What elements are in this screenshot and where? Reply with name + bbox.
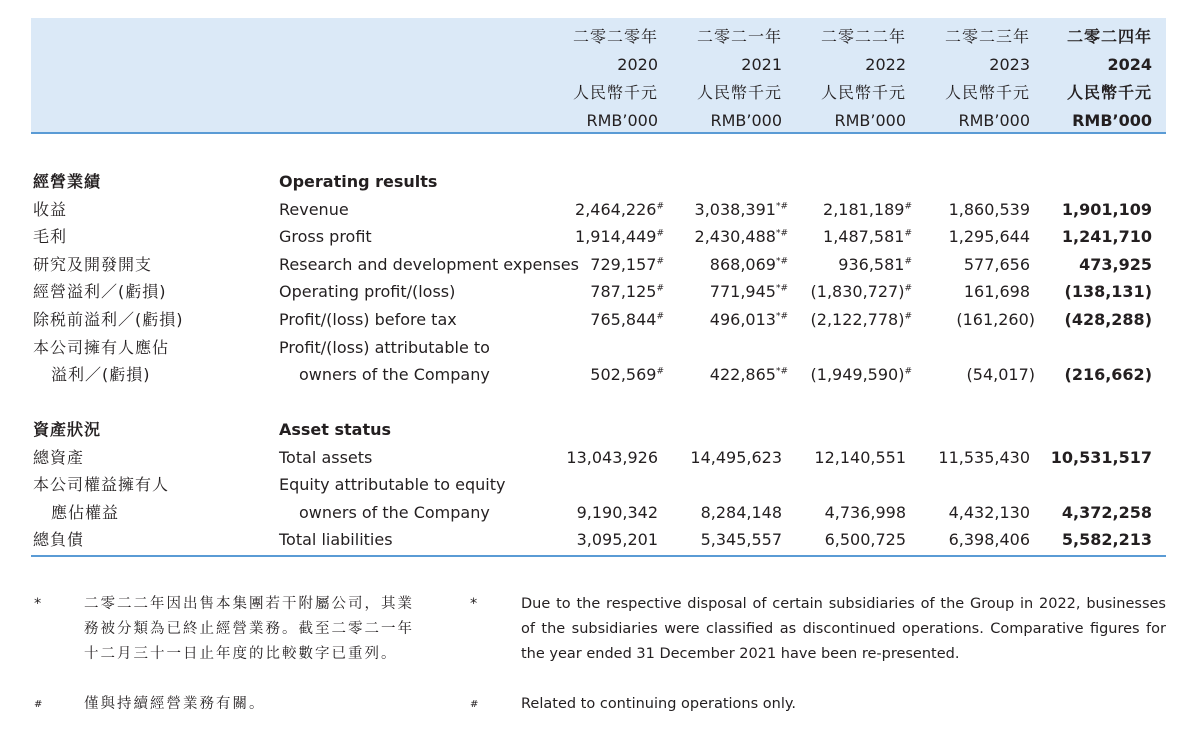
section-heading-zh: 資產狀況 <box>33 420 102 439</box>
value-text: 8,284,148 <box>700 502 782 522</box>
value-cell <box>772 365 912 385</box>
year-zh-label: 二零二一年 <box>696 27 782 46</box>
value-text: 5,582,213 <box>1061 530 1152 550</box>
value-cell <box>518 503 658 523</box>
row-label-en: Total liabilities <box>279 530 393 550</box>
value-text: 2,430,488 <box>694 227 776 247</box>
value-cell <box>890 503 1030 523</box>
footnote-marker: # <box>904 201 912 212</box>
value-cell <box>1012 365 1152 385</box>
value-text: 1,241,710 <box>1061 227 1152 247</box>
unit-zh-label: 人民幣千元 <box>944 83 1030 102</box>
year-zh-label: 二零二二年 <box>820 27 906 46</box>
value-text: (2,122,778) <box>810 310 905 329</box>
year-label: 2022 <box>865 55 906 74</box>
value-text: (216,662) <box>1064 365 1152 385</box>
row-label-zh: 總資產 <box>33 447 85 467</box>
value-text: 5,345,557 <box>700 530 782 550</box>
value-text: (54,017) <box>966 365 1035 385</box>
value-cell <box>524 227 664 247</box>
value-cell <box>524 365 664 385</box>
footnote-text-en: Due to the respective disposal of certain subsidiaries of the Group in 2022, businesses of the subsidiaries were classified as discontinued operations. Comparative figures for the year ended 31 December 2021 have been re-presented. <box>521 596 1166 662</box>
footnote-marker: # <box>904 311 912 322</box>
row-label-zh: 研究及開發開支 <box>33 254 153 274</box>
footnote-mark-zh: * <box>34 596 42 612</box>
unit-zh-label: 人民幣千元 <box>1066 83 1152 102</box>
section-heading-en: Asset status <box>279 420 392 439</box>
value-text: 12,140,551 <box>814 447 906 467</box>
row-label-en: Profit/(loss) attributable to <box>279 337 490 357</box>
value-cell <box>1012 530 1152 550</box>
unit-en-label: RMB’000 <box>958 111 1030 130</box>
footnote-marker: # <box>904 284 912 295</box>
value-cell <box>648 365 788 385</box>
value-text: 868,069 <box>709 254 776 274</box>
value-text: 1,295,644 <box>948 227 1030 247</box>
table-bottom-divider <box>31 555 1166 557</box>
value-cell <box>1012 448 1152 468</box>
footnote-marker: # <box>904 366 912 377</box>
unit-en-label: RMB’000 <box>586 111 658 130</box>
unit-zh-label: 人民幣千元 <box>820 83 906 102</box>
row-label-zh: 除税前溢利／(虧損) <box>33 310 184 329</box>
footnote-marker: # <box>656 311 664 322</box>
value-cell <box>1012 227 1152 247</box>
row-label-zh: 總負債 <box>33 530 85 550</box>
value-text: (1,949,590) <box>810 365 905 385</box>
footnote-marker: # <box>656 366 664 377</box>
value-text: 422,865 <box>709 365 776 385</box>
value-text: (161,260) <box>956 310 1035 329</box>
unit-en-label: RMB’000 <box>834 111 906 130</box>
value-cell <box>890 448 1030 468</box>
footnote-marker: # <box>904 256 912 267</box>
footnote2-mark-en: # <box>470 699 479 710</box>
row-label-en: Profit/(loss) before tax <box>279 310 457 329</box>
value-text: 1,487,581 <box>823 227 905 247</box>
value-text: 14,495,623 <box>690 447 782 467</box>
unit-en-label: RMB’000 <box>1072 111 1152 130</box>
value-cell <box>890 282 1030 302</box>
value-cell <box>648 227 788 247</box>
footnote-mark-en: * <box>470 596 478 612</box>
row-label-en-cont: owners of the Company <box>299 365 490 385</box>
value-text: 4,372,258 <box>1061 502 1152 522</box>
footnote-marker: *# <box>775 228 788 239</box>
footnote-marker: *# <box>775 366 788 377</box>
value-text: 1,860,539 <box>948 199 1030 219</box>
row-label-zh: 經營溢利／(虧損) <box>33 282 167 302</box>
value-cell <box>518 530 658 550</box>
section-heading-zh: 經營業績 <box>33 172 102 191</box>
value-text: 11,535,430 <box>938 447 1030 467</box>
value-text: 729,157 <box>590 254 657 274</box>
value-text: 1,914,449 <box>575 227 657 247</box>
value-cell <box>890 255 1030 275</box>
value-cell <box>766 448 906 468</box>
year-label: 2021 <box>741 55 782 74</box>
value-cell <box>524 255 664 275</box>
value-cell <box>1012 503 1152 523</box>
value-cell <box>1012 255 1152 275</box>
value-text: 13,043,926 <box>566 447 658 467</box>
footnote-marker: # <box>656 256 664 267</box>
row-label-en: Gross profit <box>279 227 372 247</box>
value-cell <box>648 282 788 302</box>
footnote-marker: # <box>656 228 664 239</box>
value-cell <box>766 530 906 550</box>
value-text: 3,095,201 <box>576 530 658 550</box>
row-label-en: Operating profit/(loss) <box>279 282 456 302</box>
footnote-marker: *# <box>775 201 788 212</box>
footnote-text-zh: 二零二二年因出售本集團若干附屬公司，其業務被分類為已終止經營業務。截至二零二一年十二月三十一日止年度的比較數字已重列。 <box>84 596 414 662</box>
row-label-zh: 本公司權益擁有人 <box>33 475 170 495</box>
value-text: 2,181,189 <box>823 199 905 219</box>
value-text: 6,398,406 <box>948 530 1030 550</box>
year-zh-label: 二零二零年 <box>572 27 658 46</box>
value-text: 9,190,342 <box>576 502 658 522</box>
value-text: 1,901,109 <box>1061 199 1152 219</box>
header-divider <box>31 132 1166 134</box>
value-text: 502,569 <box>590 365 657 385</box>
value-cell <box>890 227 1030 247</box>
value-text: 473,925 <box>1079 254 1152 274</box>
value-text: (138,131) <box>1064 282 1152 302</box>
value-text: 496,013 <box>709 310 776 329</box>
footnote-marker: # <box>904 228 912 239</box>
value-text: 4,736,998 <box>824 502 906 522</box>
value-cell <box>642 448 782 468</box>
row-label-en: Equity attributable to equity <box>279 475 506 495</box>
value-cell <box>524 310 664 330</box>
value-cell <box>1012 310 1152 330</box>
footnote-marker: # <box>656 201 664 212</box>
row-label-en-cont: owners of the Company <box>299 502 490 522</box>
year-zh-label: 二零二四年 <box>1066 27 1152 46</box>
value-text: (428,288) <box>1064 310 1152 329</box>
value-cell <box>518 448 658 468</box>
value-cell <box>890 530 1030 550</box>
value-cell <box>766 503 906 523</box>
footnote-marker: *# <box>775 311 788 322</box>
value-cell <box>524 200 664 220</box>
row-label-en: Research and development expenses <box>279 254 579 274</box>
value-text: 4,432,130 <box>948 502 1030 522</box>
row-label-zh: 收益 <box>33 199 68 219</box>
year-label: 2023 <box>989 55 1030 74</box>
unit-zh-label: 人民幣千元 <box>696 83 782 102</box>
value-cell <box>890 200 1030 220</box>
footnote2-text-en: Related to continuing operations only. <box>521 696 796 712</box>
value-text: 10,531,517 <box>1050 447 1152 467</box>
row-label-en: Total assets <box>279 447 373 467</box>
value-text: 3,038,391 <box>694 199 776 219</box>
row-label-zh-cont: 應佔權益 <box>51 502 120 522</box>
footnote-marker: *# <box>775 284 788 295</box>
row-label-zh-cont: 溢利／(虧損) <box>51 365 151 385</box>
year-zh-label: 二零二三年 <box>944 27 1030 46</box>
value-cell <box>648 310 788 330</box>
footnote-marker: # <box>656 284 664 295</box>
value-cell <box>1012 282 1152 302</box>
row-label-en: Revenue <box>279 199 349 219</box>
year-label: 2024 <box>1107 55 1152 74</box>
footnote-marker: *# <box>775 256 788 267</box>
value-text: 765,844 <box>590 310 657 329</box>
value-cell <box>1012 200 1152 220</box>
value-text: (1,830,727) <box>810 282 905 302</box>
footnote2-text-zh: 僅與持續經營業務有關。 <box>84 696 266 712</box>
value-text: 936,581 <box>838 254 905 274</box>
row-label-zh: 本公司擁有人應佔 <box>33 337 170 357</box>
value-text: 161,698 <box>963 282 1030 302</box>
value-cell <box>642 530 782 550</box>
value-text: 787,125 <box>590 282 657 302</box>
value-cell <box>648 255 788 275</box>
value-text: 6,500,725 <box>824 530 906 550</box>
value-cell <box>772 310 912 330</box>
unit-zh-label: 人民幣千元 <box>572 83 658 102</box>
year-label: 2020 <box>617 55 658 74</box>
value-cell <box>642 503 782 523</box>
footnote2-mark-zh: # <box>34 699 43 710</box>
value-text: 771,945 <box>709 282 776 302</box>
row-label-zh: 毛利 <box>33 227 68 247</box>
value-text: 2,464,226 <box>575 199 657 219</box>
section-heading-en: Operating results <box>279 172 438 191</box>
value-text: 577,656 <box>963 254 1030 274</box>
unit-en-label: RMB’000 <box>710 111 782 130</box>
value-cell <box>648 200 788 220</box>
value-cell <box>524 282 664 302</box>
